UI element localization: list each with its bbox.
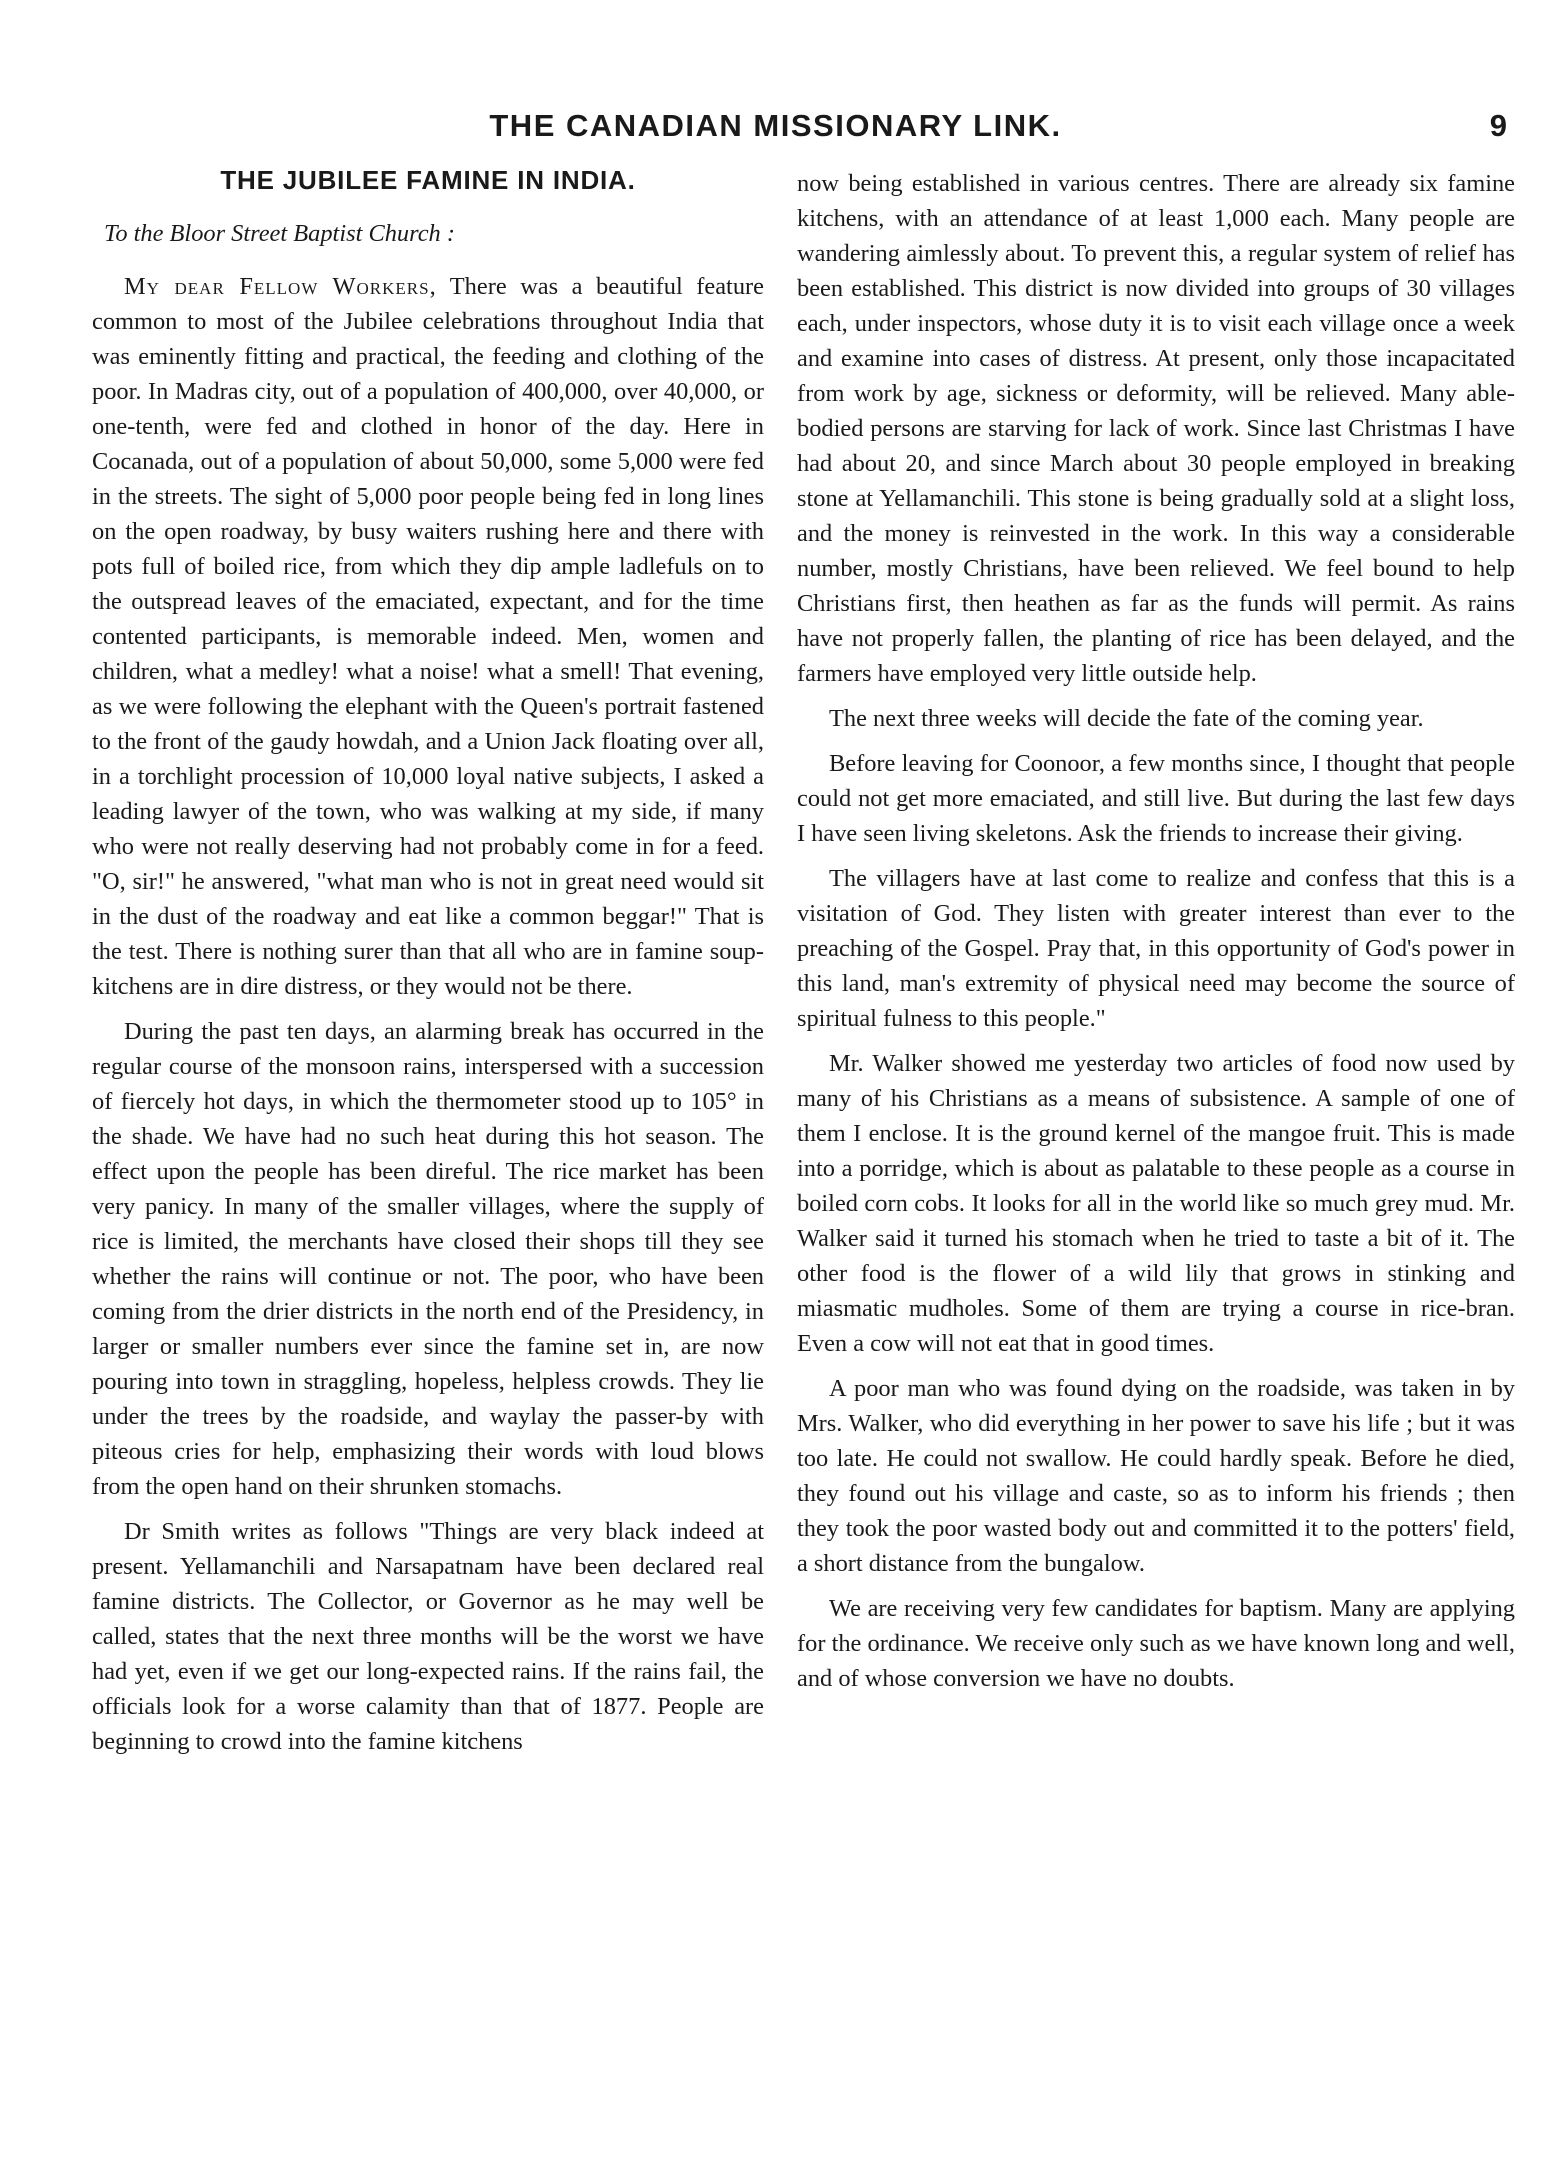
paragraph: [92, 269, 764, 1004]
page-number: 9: [1489, 108, 1507, 143]
salutation: To the Bloor Street Baptist Church :: [104, 220, 455, 247]
article-title: THE JUBILEE FAMINE IN INDIA.: [220, 165, 636, 195]
paragraph-text: There was a beautiful feature common to most of the Jubilee celebrations throughout India that was eminently fitting and practical, the feeding and clothing of the poor. In Madras city, out of a population of 400,000, over 40,000, or one-tenth, were fed and clothed in honor of the day. Here in Cocanada, out of a population of about 50,000, some 5,000 were fed in the streets. The sight of 5,000 poor people being fed in long lines on the open roadway, by busy waiters rushing here and there with pots full of boiled rice, from which they dip ample ladlefuls on to the outspread leaves of the emaciated, expectant, and for the time contented participants, is memorable indeed. Men, women and children, what a medley! what a noise! what a smell! That evening, as we were following the elephant with the Queen's portrait fastened to the front of the gaudy howdah, and a Union Jack floating over all, in a torchlight procession of 10,000 loyal native subjects, I asked a leading lawyer of the town, who was walking at my side, if many who were not really deserving had not probably come in for a feed. "O, sir!" he answered, "what man who is not in great need would sit in the dust of the roadway and eat like a common beggar!" That is the test. There is nothing surer than that all who are in famine soup-kitchens are in dire distress, or they would not be there.: [92, 273, 764, 1000]
page-header: [0, 108, 1551, 152]
paragraph: A poor man who was found dying on the roadside, was taken in by Mrs. Walker, who did everything in her power to save his life ; but it was too late. He could not swallow. He could hardly speak. Before he died, they found out his village and caste, so as to inform his friends ; then they took the poor wasted body out and committed it to the potters' field, a short distance from the bungalow.: [797, 1375, 1515, 1577]
opening-words: My dear Fellow Workers,: [124, 273, 437, 300]
paragraph: The next three weeks will decide the fate of the coming year.: [829, 705, 1424, 732]
paragraph: Dr Smith writes as follows "Things are very black indeed at present. Yellamanchili and Narsapatnam have been declared real famine districts. The Collector, or Governor as he may well be called, states that the next three months will be the worst we have had yet, even if we get our long-expected rains. If the rains fail, the officials look for a worse calamity than that of 1877. People are beginning to crowd into the famine kitchens: [92, 1518, 764, 1755]
paragraph: During the past ten days, an alarming break has occurred in the regular course of the monsoon rains, interspersed with a succession of fiercely hot days, in which the thermometer stood up to 105° in the shade. We have had no such heat during this hot season. The effect upon the people has been direful. The rice market has been very panicy. In many of the smaller villages, where the supply of rice is limited, the merchants have closed their shops till they see whether the rains will continue or not. The poor, who have been coming from the drier districts in the north end of the Presidency, in larger or smaller numbers ever since the famine set in, are now pouring into town in straggling, hopeless, helpless crowds. They lie under the trees by the roadside, and waylay the passer-by with piteous cries for help, emphasizing their words with loud blows from the open hand on their shrunken stomachs.: [92, 1018, 764, 1500]
paragraph: The villagers have at last come to realize and confess that this is a visitation of God. They listen with greater interest than ever to the preaching of the Gospel. Pray that, in this opportunity of God's power in this land, man's extremity of physical need may become the source of spiritual fulness to this people.": [797, 865, 1515, 1032]
right-column: [797, 166, 1515, 1706]
paragraph: Mr. Walker showed me yesterday two articles of food now used by many of his Christians as a means of subsistence. A sample of one of them I enclose. It is the ground kernel of the mangoe fruit. This is made into a porridge, which is about as palatable to these people as a course in boiled corn cobs. It looks for all in the world like so much grey mud. Mr. Walker said it turned his stomach when he tried to taste a bit of it. The other food is the flower of a wild lily that grows in stinking and miasmatic mudholes. Some of them are trying a course in rice-bran. Even a cow will not eat that in good times.: [797, 1050, 1515, 1357]
left-column: [92, 162, 764, 1769]
paragraph: Before leaving for Coonoor, a few months since, I thought that people could not get more emaciated, and still live. But during the last few days I have seen living skeletons. Ask the friends to increase their giving.: [797, 750, 1515, 847]
running-title: THE CANADIAN MISSIONARY LINK.: [489, 108, 1062, 143]
paragraph: We are receiving very few candidates for baptism. Many are applying for the ordinance. We receive only such as we have known long and well, and of whose conversion we have no doubts.: [797, 1595, 1515, 1692]
paragraph: now being established in various centres. There are already six famine kitchens, with an attendance of at least 1,000 each. Many people are wandering aimlessly about. To prevent this, a regular system of relief has been established. This district is now divided into groups of 30 villages each, under inspectors, whose duty it is to visit each village once a week and examine into cases of distress. At present, only those incapacitated from work by age, sickness or deformity, will be relieved. Many able-bodied persons are starving for lack of work. Since last Christmas I have had about 20, and since March about 30 people employed in breaking stone at Yellamanchili. This stone is being gradually sold at a slight loss, and the money is reinvested in the work. In this way a considerable number, mostly Christians, have been relieved. We feel bound to help Christians first, then heathen as far as the funds will permit. As rains have not properly fallen, the planting of rice has been delayed, and the farmers have employed very little outside help.: [797, 170, 1515, 687]
